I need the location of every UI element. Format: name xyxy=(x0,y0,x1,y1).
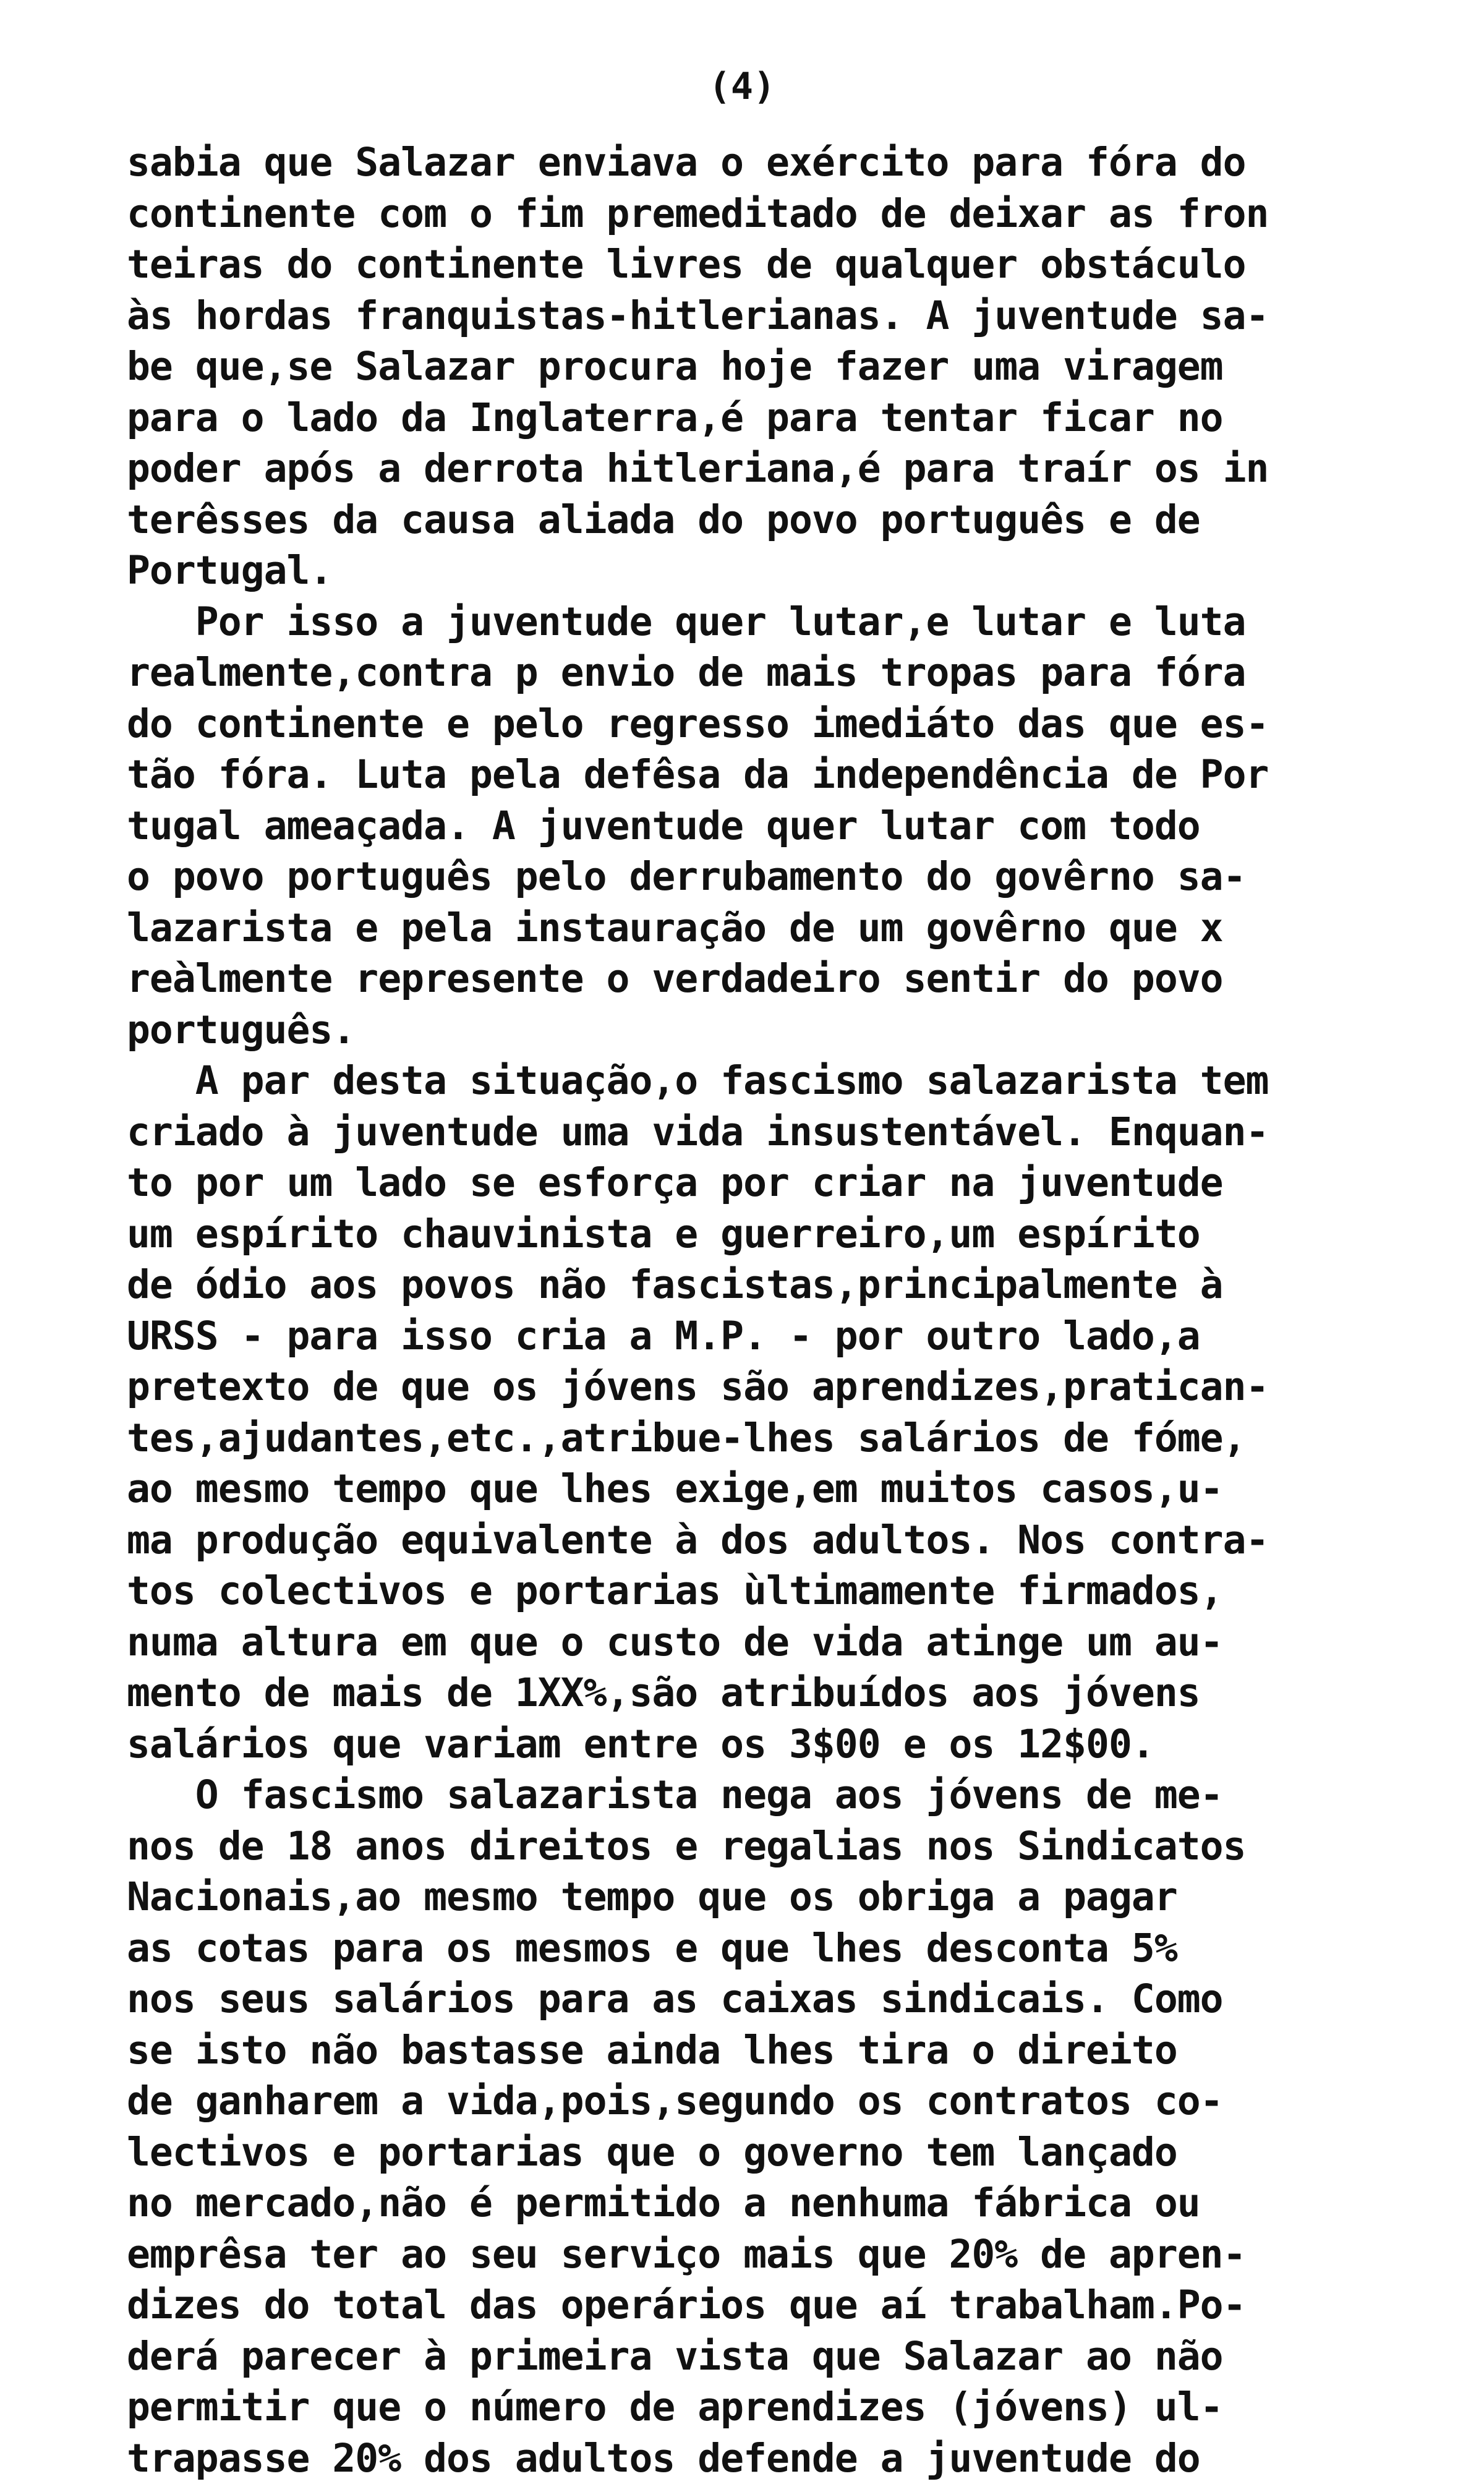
text-line: emprêsa ter ao seu serviço mais que 20% de apren- xyxy=(127,2229,1370,2281)
text-line: lazarista e pela instauração de um govêrno que x xyxy=(127,903,1370,954)
text-line: nos de 18 anos direitos e regalias nos Sindicatos xyxy=(127,1821,1370,1872)
text-line: tos colectivos e portarias ùltimamente firmados, xyxy=(127,1566,1370,1617)
text-line: teiras do continente livres de qualquer obstáculo xyxy=(127,239,1370,291)
text-line: numa altura em que o custo de vida atinge um au- xyxy=(127,1617,1370,1668)
text-line: português. xyxy=(127,1005,1370,1056)
text-line: mento de mais de 1XX%,são atribuídos aos jóvens xyxy=(127,1668,1370,1719)
text-line: criado à juventude uma vida insustentável. Enquan- xyxy=(127,1107,1370,1158)
text-line: de ganharem a vida,pois,segundo os contratos co- xyxy=(127,2076,1370,2127)
text-line: Por isso a juventude quer lutar,e lutar e luta xyxy=(127,597,1370,648)
text-line: o povo português pelo derrubamento do govêrno sa- xyxy=(127,851,1370,903)
text-line: poder após a derrota hitleriana,é para traír os in xyxy=(127,443,1370,495)
text-line: ao mesmo tempo que lhes exige,em muitos casos,u- xyxy=(127,1464,1370,1515)
text-line: tugal ameaçada. A juventude quer lutar com todo xyxy=(127,801,1370,852)
text-line: se isto não bastasse ainda lhes tira o direito xyxy=(127,2025,1370,2076)
text-line: ma produção equivalente à dos adultos. Nos contra- xyxy=(127,1515,1370,1566)
text-line: be que,se Salazar procura hoje fazer uma viragem xyxy=(127,341,1370,393)
text-line: tão fóra. Luta pela defêsa da independência de Por xyxy=(127,749,1370,801)
text-line: às hordas franquistas-hitlerianas. A juventude sa- xyxy=(127,291,1370,342)
text-line: trapasse 20% dos adultos defende a juventude do xyxy=(127,2433,1370,2484)
text-line: do continente e pelo regresso imediáto das que es- xyxy=(127,699,1370,750)
text-line: derá parecer à primeira vista que Salazar ao não xyxy=(127,2331,1370,2383)
text-line: continente com o fim premeditado de deixar as fron xyxy=(127,189,1370,240)
text-line: nos seus salários para as caixas sindicais. Como xyxy=(127,1974,1370,2025)
text-line: to por um lado se esforça por criar na juventude xyxy=(127,1158,1370,1209)
text-line: para o lado da Inglaterra,é para tentar ficar no xyxy=(127,393,1370,444)
text-line: as cotas para os mesmos e que lhes desconta 5% xyxy=(127,1923,1370,1974)
text-line: lectivos e portarias que o governo tem lançado xyxy=(127,2127,1370,2179)
text-line: pretexto de que os jóvens são aprendizes,pratican- xyxy=(127,1362,1370,1413)
text-line: O fascismo salazarista nega aos jóvens de me- xyxy=(127,1770,1370,1821)
text-line: dizes do total das operários que aí trabalham.Po- xyxy=(127,2280,1370,2331)
text-line: no mercado,não é permitido a nenhuma fábrica ou xyxy=(127,2178,1370,2229)
text-line: reàlmente represente o verdadeiro sentir do povo xyxy=(127,954,1370,1005)
text-line: permitir que o número de aprendizes (jóvens) ul- xyxy=(127,2382,1370,2433)
text-line: sabia que Salazar enviava o exército para fóra do xyxy=(127,137,1370,189)
text-line: terêsses da causa aliada do povo português e de xyxy=(127,495,1370,546)
text-line: de ódio aos povos não fascistas,principalmente à xyxy=(127,1260,1370,1311)
text-line: salários que variam entre os 3$00 e os 12$00. xyxy=(127,1719,1370,1770)
text-line: Nacionais,ao mesmo tempo que os obriga a pagar xyxy=(127,1872,1370,1923)
text-line: realmente,contra p envio de mais tropas para fóra xyxy=(127,647,1370,699)
text-line: URSS - para isso cria a M.P. - por outro lado,a xyxy=(127,1311,1370,1362)
page-number: (4) xyxy=(0,65,1484,108)
text-line: Portugal. xyxy=(127,545,1370,597)
body-text xyxy=(127,137,1370,2484)
text-line: um espírito chauvinista e guerreiro,um espírito xyxy=(127,1209,1370,1260)
text-line: tes,ajudantes,etc.,atribue-lhes salários de fóme, xyxy=(127,1413,1370,1464)
text-line: A par desta situação,o fascismo salazarista tem xyxy=(127,1056,1370,1107)
